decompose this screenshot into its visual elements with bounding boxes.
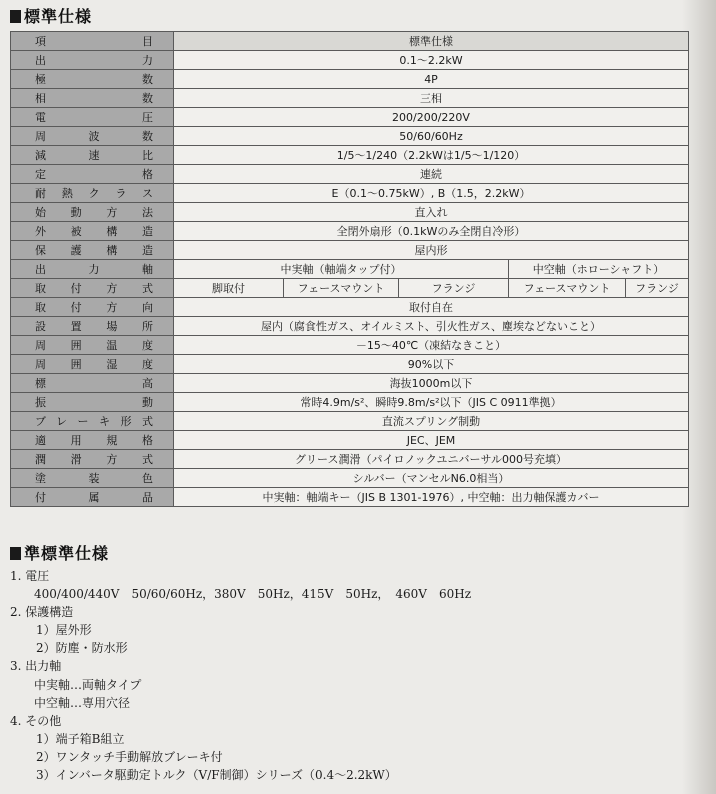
list-item: 1）屋外形 <box>36 623 92 638</box>
table-row <box>11 108 689 127</box>
row-value: 0.1～2.2kW <box>174 51 689 70</box>
row-label: 減速比 <box>11 146 174 165</box>
row-value: E（0.1～0.75kW）, B（1.5，2.2kW） <box>174 184 689 203</box>
row-value: グリース潤滑（パイロノックユニバーサル000号充填） <box>174 450 689 469</box>
mounting-option: フランジ <box>399 279 509 298</box>
row-label: 振動 <box>11 393 174 412</box>
row-value: 全閉外扇形（0.1kWのみ全閉自冷形） <box>174 222 689 241</box>
row-label: 付属品 <box>11 488 174 507</box>
table-row <box>11 374 689 393</box>
row-value: 中実軸：軸端キー（JIS B 1301-1976）, 中空軸：出力軸保護カバー <box>174 488 689 507</box>
row-label: 電圧 <box>11 108 174 127</box>
list-item: 2. 保護構造 <box>10 605 74 620</box>
table-row <box>11 51 689 70</box>
row-label: 標高 <box>11 374 174 393</box>
table-row <box>11 222 689 241</box>
list-item: 3）インバータ駆動定トルク（V/F制御）シリーズ（0.4～2.2kW） <box>36 768 397 783</box>
row-value: 直入れ <box>174 203 689 222</box>
list-item: 2）ワンタッチ手動解放ブレーキ付 <box>36 749 223 764</box>
row-label: 潤滑方式 <box>11 450 174 469</box>
table-row <box>11 336 689 355</box>
table-row <box>11 317 689 336</box>
mounting-row <box>11 279 689 298</box>
list-item: 2）防塵・防水形 <box>36 641 128 656</box>
table-row <box>11 431 689 450</box>
table-row <box>11 241 689 260</box>
table-row <box>11 165 689 184</box>
semi-std-list <box>10 567 610 784</box>
hollow-shaft-cell: 中空軸（ホローシャフト） <box>509 260 689 279</box>
row-value: 常時4.9m/s²、瞬時9.8m/s²以下（JIS C 0911準拠） <box>174 393 689 412</box>
row-value: 屋内形 <box>174 241 689 260</box>
row-value: 連続 <box>174 165 689 184</box>
list-item: 1）端子箱B組立 <box>36 731 125 746</box>
row-label: 適用規格 <box>11 431 174 450</box>
spec-title-text: 標準仕様 <box>24 7 93 26</box>
row-value: 200/200/220V <box>174 108 689 127</box>
row-label: 周囲湿度 <box>11 355 174 374</box>
row-value: 三相 <box>174 89 689 108</box>
table-row <box>11 203 689 222</box>
row-label: 極数 <box>11 70 174 89</box>
mounting-option: フランジ <box>626 279 689 298</box>
semi-std-title-text: 準標準仕様 <box>24 544 110 563</box>
row-value: 4P <box>174 70 689 89</box>
row-value: 取付自在 <box>174 298 689 317</box>
row-value: 海抜1000m以下 <box>174 374 689 393</box>
row-label: 周囲温度 <box>11 336 174 355</box>
row-label: 周波数 <box>11 127 174 146</box>
square-bullet-icon <box>10 10 21 23</box>
semi-std-section-title <box>10 541 109 564</box>
spec-table <box>10 31 689 507</box>
row-label: 項目 <box>11 32 174 51</box>
row-label: 定格 <box>11 165 174 184</box>
row-value: 90%以下 <box>174 355 689 374</box>
list-item: 3. 出力軸 <box>10 659 62 674</box>
row-label: 始動方法 <box>11 203 174 222</box>
row-value: －15～40℃（凍結なきこと） <box>174 336 689 355</box>
mounting-option: フェースマウント <box>509 279 626 298</box>
table-row <box>11 127 689 146</box>
row-value: 1/5～1/240（2.2kWは1/5～1/120） <box>174 146 689 165</box>
row-label: 外被構造 <box>11 222 174 241</box>
list-item: 1. 電圧 <box>10 569 50 583</box>
list-item: 中空軸…専用穴径 <box>34 695 131 710</box>
row-label: 取付方式 <box>11 279 174 298</box>
row-label: 塗装色 <box>11 469 174 488</box>
row-label: 耐熱クラス <box>11 184 174 203</box>
table-row <box>11 89 689 108</box>
row-value: 50/60/60Hz <box>174 127 689 146</box>
row-value: 直流スプリング制動 <box>174 412 689 431</box>
mounting-option: フェースマウント <box>284 279 399 298</box>
spec-section-title <box>10 4 92 27</box>
table-row <box>11 355 689 374</box>
list-item: 中実軸…両軸タイプ <box>34 677 142 692</box>
table-row <box>11 146 689 165</box>
table-row <box>11 184 689 203</box>
row-label: 出力軸 <box>11 260 174 279</box>
list-item: 4. その他 <box>10 713 62 728</box>
row-value: JEC、JEM <box>174 431 689 450</box>
row-label: 取付方向 <box>11 298 174 317</box>
output-shaft-row <box>11 260 689 279</box>
row-label: 出力 <box>11 51 174 70</box>
mounting-option: 脚取付 <box>174 279 284 298</box>
row-value: シルバー（マンセルN6.0相当） <box>174 469 689 488</box>
row-value: 屋内（腐食性ガス、オイルミスト、引火性ガス、塵埃などないこと） <box>174 317 689 336</box>
table-row <box>11 488 689 507</box>
list-item: 400/400/440V 50/60/60Hz，380V 50Hz，415V 50Hz， 460V 60Hz <box>34 587 472 602</box>
table-row <box>11 393 689 412</box>
row-label: 設置場所 <box>11 317 174 336</box>
table-row <box>11 450 689 469</box>
solid-shaft-cell: 中実軸（軸端タップ付） <box>174 260 509 279</box>
row-value: 標準仕様 <box>174 32 689 51</box>
table-row <box>11 70 689 89</box>
table-header-row <box>11 32 689 51</box>
row-label: 相数 <box>11 89 174 108</box>
table-row <box>11 469 689 488</box>
row-label: 保護構造 <box>11 241 174 260</box>
square-bullet-icon <box>10 547 21 560</box>
row-label: ブレーキ形式 <box>11 412 174 431</box>
table-row <box>11 412 689 431</box>
table-row <box>11 298 689 317</box>
